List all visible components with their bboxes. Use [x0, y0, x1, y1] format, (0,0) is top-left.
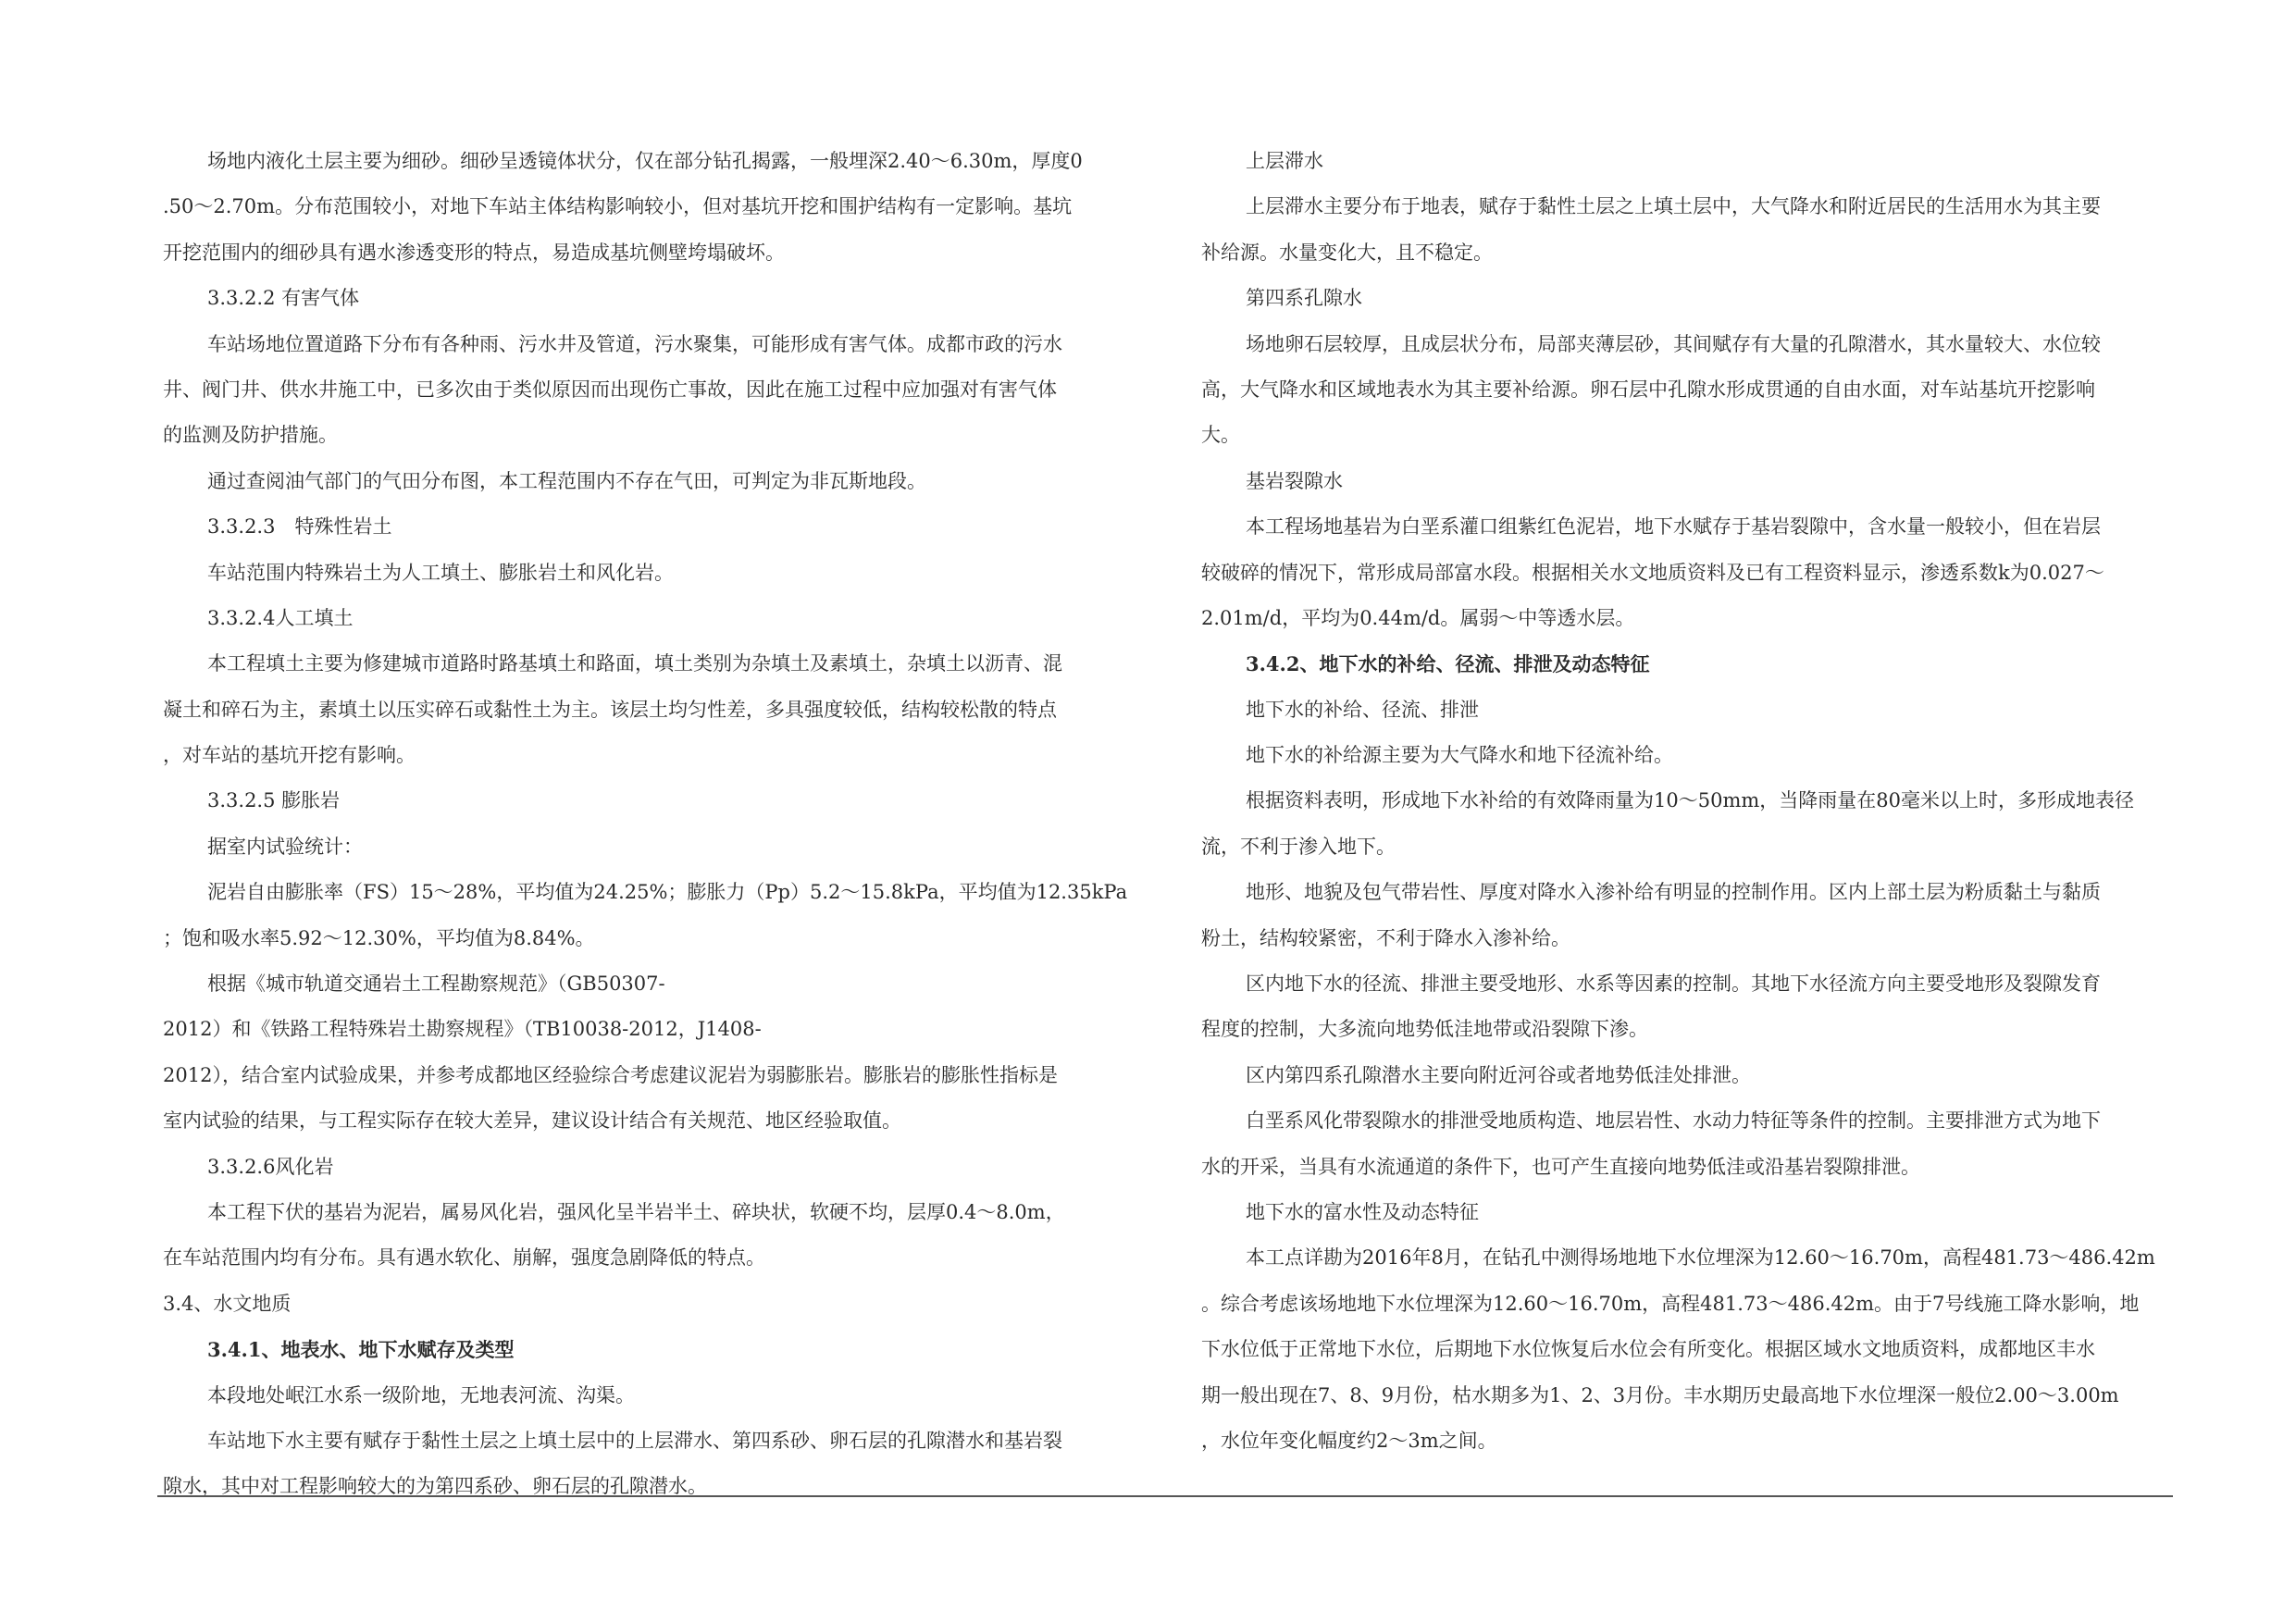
- bottom-rule-line: [157, 1495, 2173, 1497]
- text-line: 凝土和碎石为主，素填土以压实碎石或黏性土为主。该层土均匀性差，多具强度较低，结构较松散的特点: [163, 698, 1057, 721]
- text-line: 流，不利于渗入地下。: [1201, 835, 1396, 858]
- text-line: 车站场地位置道路下分布有各种雨、污水井及管道，污水聚集，可能形成有害气体。成都市政的污水: [207, 332, 1062, 355]
- text-line: 粉土，结构较紧密，不利于降水入渗补给。: [1201, 926, 1570, 949]
- text-line: 地下水的补给、径流、排泄: [1246, 698, 1479, 721]
- section-heading: 3.4.1、地表水、地下水赋存及类型: [207, 1338, 515, 1362]
- text-line: 开挖范围内的细砂具有遇水渗透变形的特点，易造成基坑侧壁垮塌破坏。: [163, 241, 785, 264]
- right-text-column: [1201, 139, 2171, 1464]
- text-line: 3.3.2.6风化岩: [207, 1155, 334, 1178]
- text-line: 在车站范围内均有分布。具有遇水软化、崩解，强度急剧降低的特点。: [163, 1246, 765, 1270]
- text-line: 3.3.2.5 膨胀岩: [207, 789, 341, 812]
- text-line: 本工程场地基岩为白垩系灌口组紫红色泥岩，地下水赋存于基岩裂隙中，含水量一般较小，但在岩层: [1246, 515, 2101, 539]
- text-line: 本段地处岷江水系一级阶地，无地表河流、沟渠。: [207, 1383, 635, 1406]
- text-line: 井、阀门井、供水井施工中，已多次由于类似原因而出现伤亡事故，因此在施工过程中应加强对有害气体: [163, 378, 1057, 401]
- text-line: 3.3.2.3 特殊性岩土: [207, 515, 392, 539]
- text-line: 区内地下水的径流、排泄主要受地形、水系等因素的控制。其地下水径流方向主要受地形及裂隙发育: [1246, 973, 2101, 996]
- text-line: 的监测及防护措施。: [163, 424, 338, 447]
- text-line: 2012），结合室内试验成果，并参考成都地区经验综合考虑建议泥岩为弱膨胀岩。膨胀岩的膨胀性指标是: [163, 1063, 1058, 1086]
- text-line: 3.3.2.2 有害气体: [207, 287, 360, 310]
- text-line: 根据《城市轨道交通岩土工程勘察规范》（GB50307-: [207, 973, 665, 996]
- text-line: 地下水的富水性及动态特征: [1246, 1200, 1479, 1223]
- text-line: 第四系孔隙水: [1246, 287, 1362, 310]
- text-line: 隙水，其中对工程影响较大的为第四系砂、卵石层的孔隙潜水。: [163, 1475, 707, 1498]
- text-line: 室内试验的结果，与工程实际存在较大差异，建议设计结合有关规范、地区经验取值。: [163, 1109, 901, 1133]
- text-line: ，对车站的基坑开挖有影响。: [163, 744, 416, 767]
- text-line: 通过查阅油气部门的气田分布图，本工程范围内不存在气田，可判定为非瓦斯地段。: [207, 469, 926, 492]
- text-line: ；饱和吸水率5.92～12.30%，平均值为8.84%。: [163, 926, 595, 949]
- text-line: 高，大气降水和区域地表水为其主要补给源。卵石层中孔隙水形成贯通的自由水面，对车站基坑开挖影响: [1201, 378, 2095, 401]
- text-line: 上层滞水主要分布于地表，赋存于黏性土层之上填土层中，大气降水和附近居民的生活用水为其主要: [1246, 195, 2101, 218]
- text-line: 3.4、水文地质: [163, 1292, 292, 1315]
- text-line: 场地卵石层较厚，且成层状分布，局部夹薄层砂，其间赋存有大量的孔隙潜水，其水量较大、水位较: [1246, 332, 2101, 355]
- text-line: 车站范围内特殊岩土为人工填土、膨胀岩土和风化岩。: [207, 561, 674, 584]
- text-line: 区内第四系孔隙潜水主要向附近河谷或者地势低洼处排泄。: [1246, 1063, 1751, 1086]
- text-line: 。综合考虑该场地地下水位埋深为12.60～16.70m，高程481.73～486.42m。由于7号线施工降水影响，地: [1201, 1292, 2140, 1315]
- text-line: 场地内液化土层主要为细砂。细砂呈透镜体状分，仅在部分钻孔揭露，一般埋深2.40～6.30m，厚度0: [207, 150, 1083, 172]
- text-line: 本工点详勘为2016年8月，在钻孔中测得场地地下水位埋深为12.60～16.70m，高程481.73～486.42m: [1246, 1246, 2155, 1270]
- text-line: 据室内试验统计：: [207, 835, 363, 858]
- text-line: 基岩裂隙水: [1246, 469, 1343, 492]
- text-line: 地下水的补给源主要为大气降水和地下径流补给。: [1246, 744, 1673, 767]
- text-line: .50～2.70m。分布范围较小，对地下车站主体结构影响较小，但对基坑开挖和围护结构有一定影响。基坑: [163, 195, 1073, 218]
- text-line: 白垩系风化带裂隙水的排泄受地质构造、地层岩性、水动力特征等条件的控制。主要排泄方式为地下: [1246, 1109, 2101, 1133]
- text-line: 地形、地貌及包气带岩性、厚度对降水入渗补给有明显的控制作用。区内上部土层为粉质黏土与黏质: [1246, 881, 2101, 904]
- left-text-column: [163, 139, 1133, 1510]
- text-line: 下水位低于正常地下水位，后期地下水位恢复后水位会有所变化。根据区域水文地质资料，成都地区丰水: [1201, 1338, 2095, 1361]
- text-line: 2.01m/d，平均为0.44m/d。属弱～中等透水层。: [1201, 606, 1635, 629]
- text-line: 上层滞水: [1246, 150, 1323, 172]
- text-line: 水的开采，当具有水流通道的条件下，也可产生直接向地势低洼或沿基岩裂隙排泄。: [1201, 1155, 1920, 1178]
- text-line: 程度的控制，大多流向地势低洼地带或沿裂隙下渗。: [1201, 1018, 1648, 1041]
- text-line: 大。: [1201, 424, 1240, 447]
- text-line: ，水位年变化幅度约2～3m之间。: [1201, 1429, 1497, 1452]
- text-line: 补给源。水量变化大，且不稳定。: [1201, 241, 1493, 264]
- text-line: 本工程下伏的基岩为泥岩，属易风化岩，强风化呈半岩半土、碎块状，软硬不均，层厚0.4～8.0m，: [207, 1200, 1065, 1223]
- text-line: 根据资料表明，形成地下水补给的有效降雨量为10～50mm，当降雨量在80毫米以上时，多形成地表径: [1246, 789, 2134, 812]
- section-heading: 3.4.2、地下水的补给、径流、排泄及动态特征: [1246, 652, 1650, 676]
- text-line: 车站地下水主要有赋存于黏性土层之上填土层中的上层滞水、第四系砂、卵石层的孔隙潜水和基岩裂: [207, 1429, 1062, 1452]
- text-line: 3.3.2.4人工填土: [207, 606, 354, 629]
- text-line: 泥岩自由膨胀率（FS）15～28%，平均值为24.25%；膨胀力（Pp）5.2～15.8kPa，平均值为12.35kPa: [207, 881, 1128, 904]
- text-line: 本工程填土主要为修建城市道路时路基填土和路面，填土类别为杂填土及素填土，杂填土以沥青、混: [207, 652, 1062, 675]
- text-line: 2012）和《铁路工程特殊岩土勘察规程》（TB10038-2012，J1408-: [163, 1018, 762, 1041]
- text-line: 期一般出现在7、8、9月份，枯水期多为1、2、3月份。丰水期历史最高地下水位埋深一般位2.00～3.00m: [1201, 1383, 2119, 1406]
- text-line: 较破碎的情况下，常形成局部富水段。根据相关水文地质资料及已有工程资料显示，渗透系数k为0.027～: [1201, 561, 2104, 584]
